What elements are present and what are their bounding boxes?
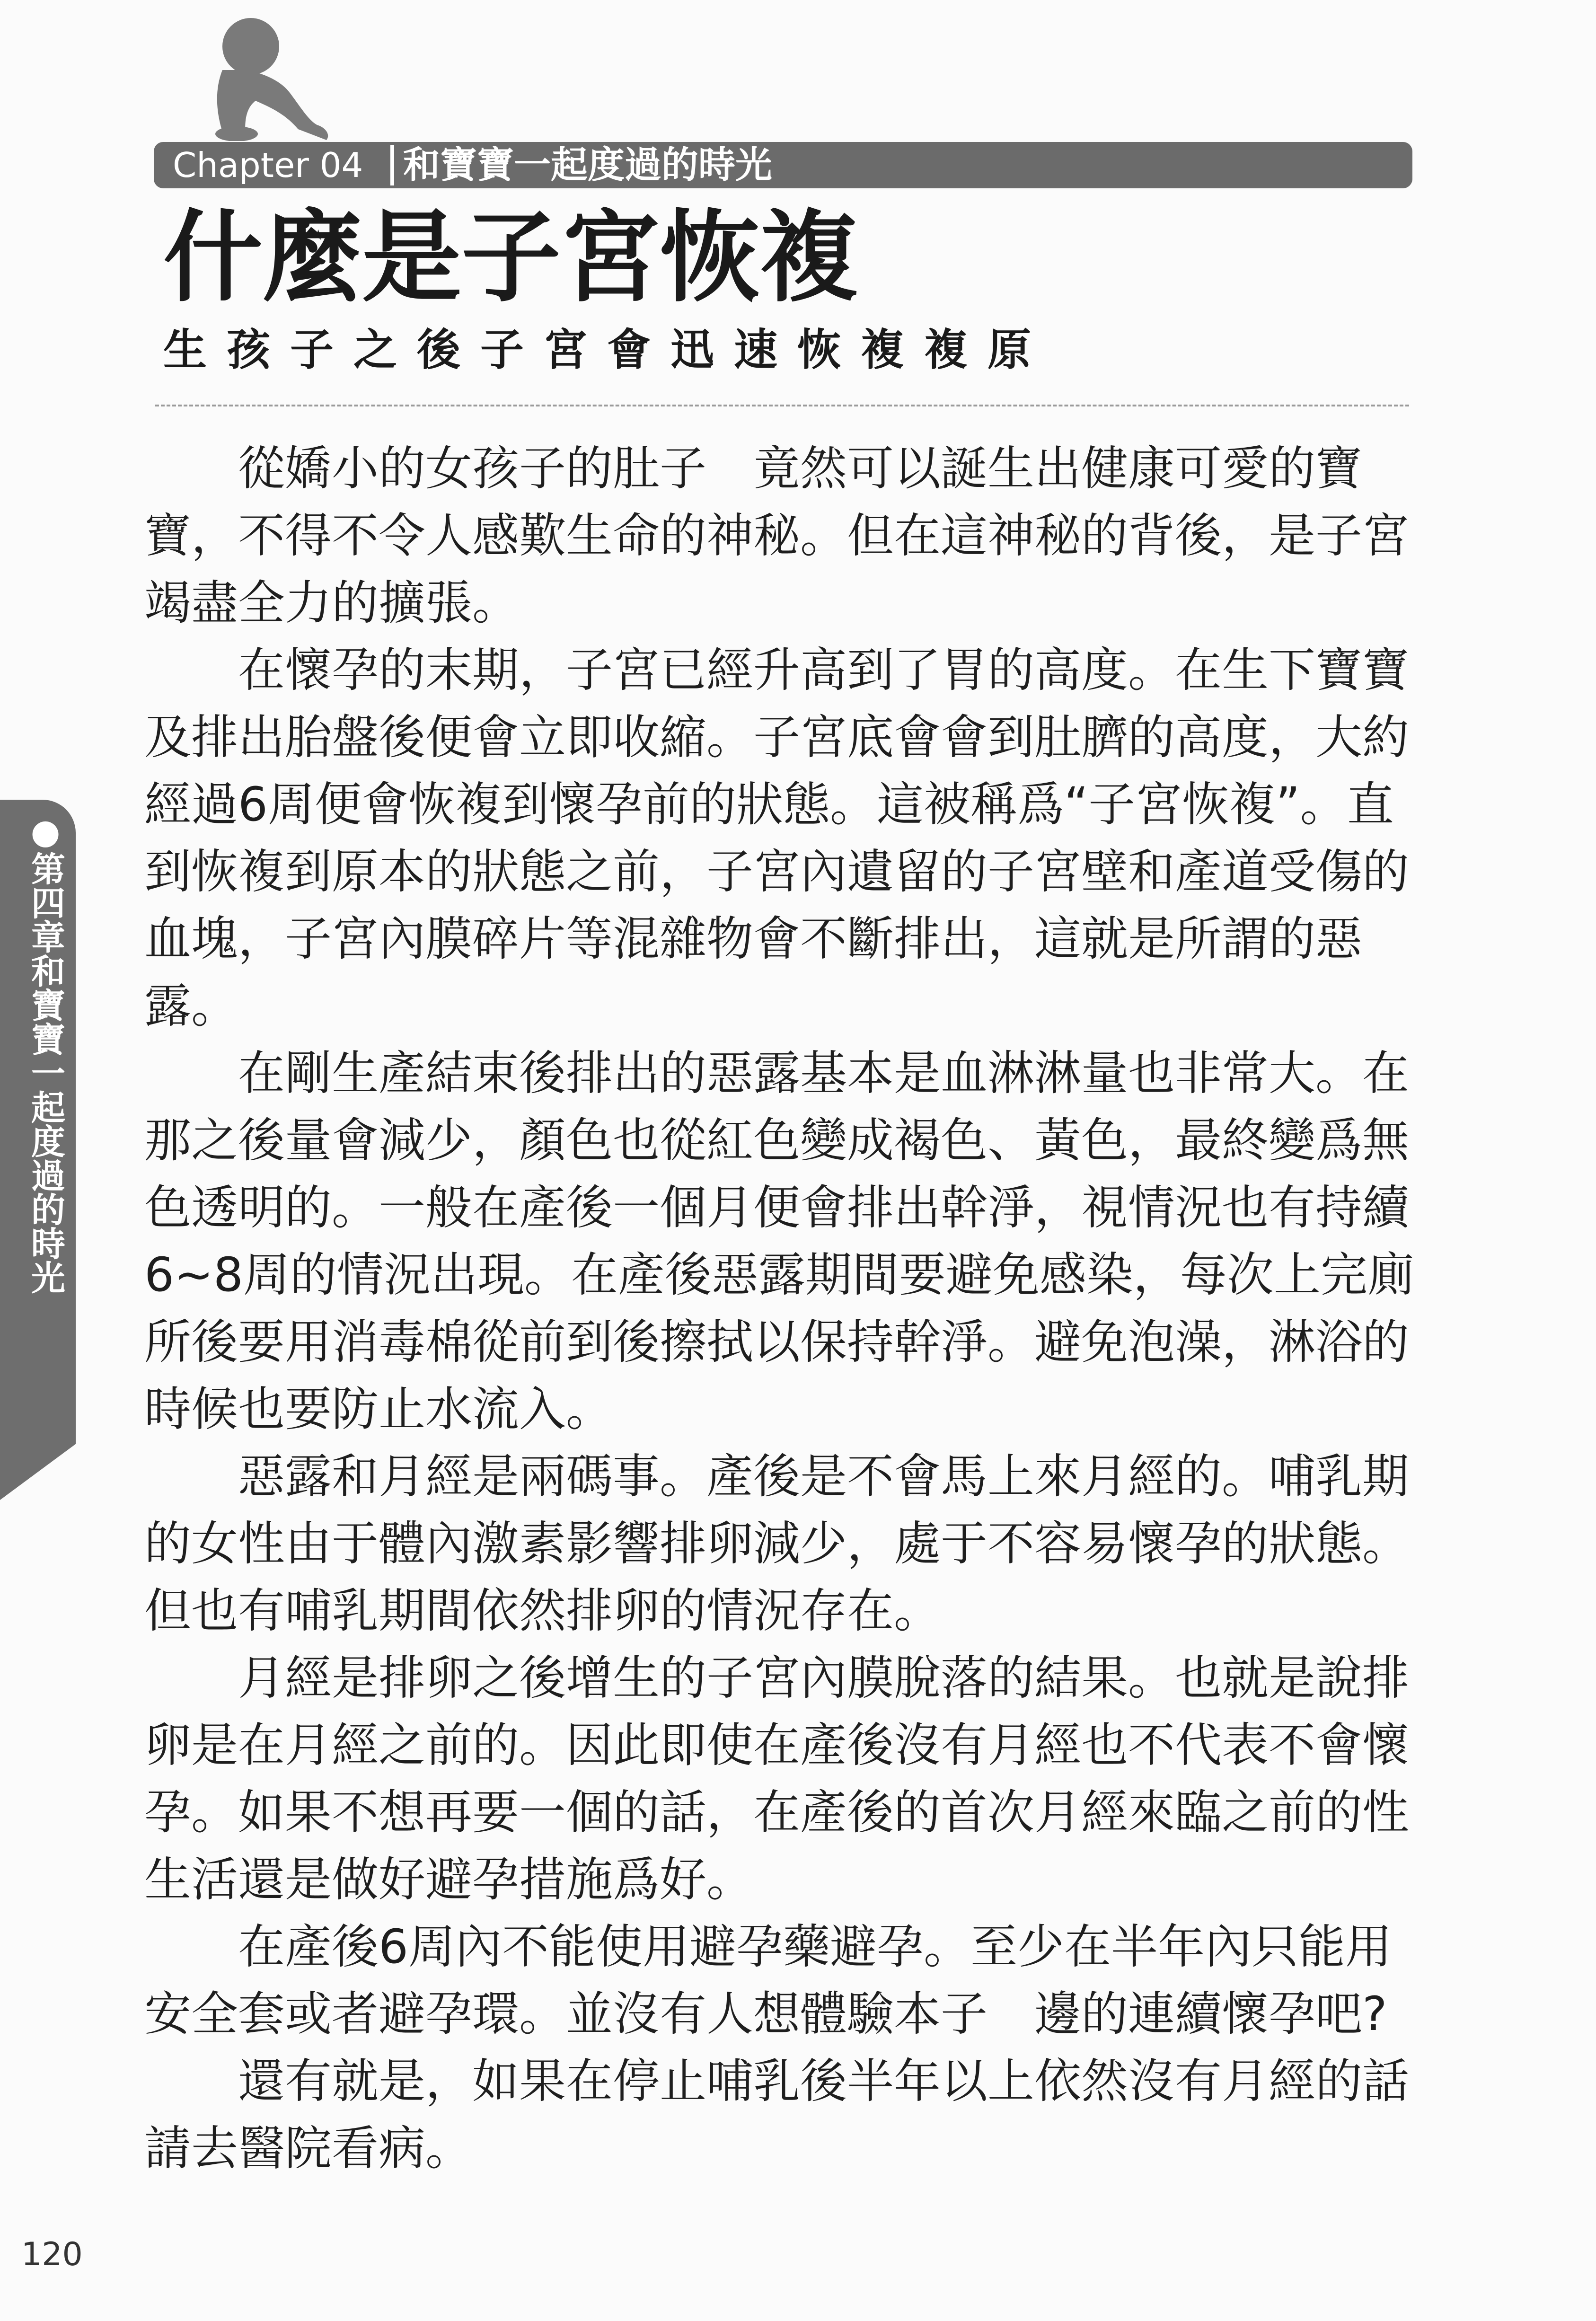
chapter-title: 和寶寶一起度過的時光: [403, 144, 773, 186]
paragraph: 還有就是，如果在停止哺乳後半年以上依然沒有月經的話請去醫院看病。: [144, 2054, 1409, 2176]
crawling-baby-icon: [189, 13, 336, 141]
paragraph: 在產後6周內不能使用避孕藥避孕。至少在半年內只能用安全套或者避孕環。並沒有人想體驗本子 邊的連續懷孕吧?: [144, 1920, 1392, 2041]
title-divider: [155, 405, 1409, 406]
paragraph: 從嬌小的女孩子的肚子 竟然可以誕生出健康可愛的寶寶，不得不令人感歎生命的神秘。但在這神秘的背後，是子宮竭盡全力的擴張。: [144, 441, 1409, 630]
chapter-divider: [390, 145, 394, 185]
paragraph: 月經是排卵之後增生的子宮內膜脫落的結果。也就是說排卵是在月經之前的。因此即使在產後沒有月經也不代表不會懷孕。如果不想再要一個的話，在產後的首次月經來臨之前的性生活還是做好避孕措施爲好。: [144, 1651, 1409, 1907]
page-subtitle: 生孩子之後子宮會迅速恢複複原: [163, 325, 1051, 375]
article-body: [144, 435, 1422, 2182]
paragraph: 在懷孕的末期，子宮已經升高到了胃的高度。在生下寶寶及排出胎盤後便會立即收縮。子宮底會會到肚臍的高度，大約經過6周便會恢複到懷孕前的狀態。這被稱爲“子宮恢複”。直到恢複到原本的狀態之前，子宮內遺留的子宮壁和產道受傷的血塊，子宮內膜碎片等混雜物會不斷排出，這就是所謂的惡露。: [144, 643, 1409, 1033]
paragraph: 在剛生產結束後排出的惡露基本是血淋淋量也非常大。在那之後量會減少，顏色也從紅色變成褐色、黃色，最終變爲無色透明的。一般在產後一個月便會排出幹淨，視情況也有持續6~8周的情況出現。在產後惡露期間要避免感染，每次上完廁所後要用消毒棉從前到後擦拭以保持幹淨。避免泡澡，淋浴的時候也要防止水流入。: [144, 1046, 1414, 1437]
side-tab-label: ●第四章和寶寶一起度過的時光: [26, 812, 65, 1294]
page-title: 什麼是子宮恢複: [163, 200, 859, 316]
paragraph: 惡露和月經是兩碼事。產後是不會馬上來月經的。哺乳期的女性由于體內激素影響排卵減少，處于不容易懷孕的狀態。但也有哺乳期間依然排卵的情況存在。: [144, 1449, 1409, 1638]
page-number: 120: [21, 2236, 83, 2273]
chapter-label: Chapter 04: [173, 145, 363, 185]
